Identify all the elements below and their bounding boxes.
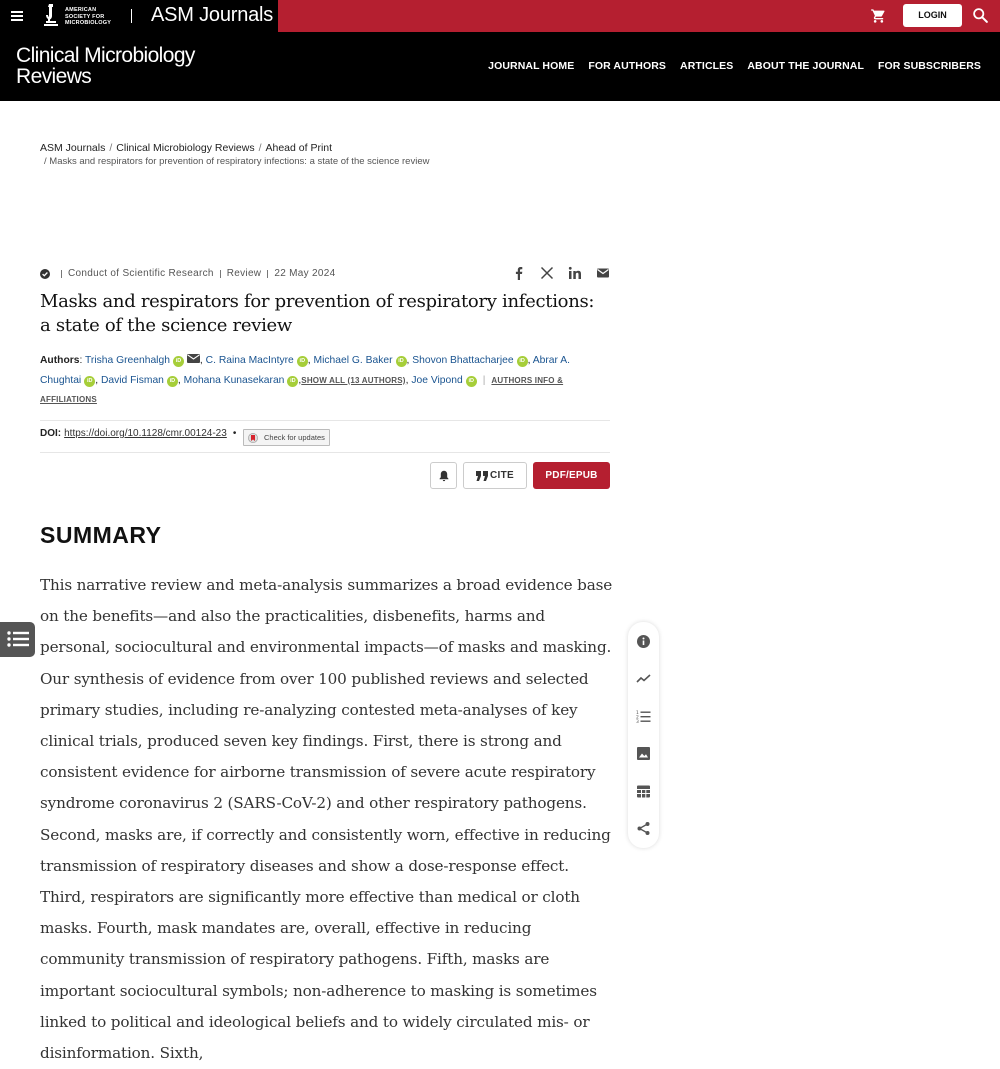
orcid-icon[interactable]: iD: [297, 356, 308, 367]
info-icon[interactable]: [636, 634, 651, 649]
meta-divider: [220, 270, 221, 278]
orcid-icon[interactable]: iD: [173, 356, 184, 367]
breadcrumb-current: / Masks and respirators for prevention of respiratory infections: a state of the science review: [44, 156, 430, 167]
article-title: Masks and respirators for prevention of respiratory infections: a state of the science review: [40, 291, 595, 336]
publication-date: 22 May 2024: [274, 268, 336, 279]
authors-label: Authors: [40, 355, 80, 366]
article-meta: [40, 268, 610, 282]
pdf-epub-button[interactable]: PDF/EPUB: [533, 462, 610, 489]
linkedin-icon[interactable]: [568, 266, 582, 280]
tables-icon[interactable]: [636, 784, 651, 799]
doi-separator: •: [232, 428, 237, 439]
svg-text:2: 2: [636, 715, 639, 721]
summary-heading: SUMMARY: [40, 522, 162, 548]
authors-divider: |: [482, 374, 486, 386]
svg-text:3: 3: [636, 720, 639, 725]
nav-for-subscribers[interactable]: FOR SUBSCRIBERS: [877, 60, 981, 72]
table-of-contents-button[interactable]: [0, 622, 35, 657]
show-all-authors-link[interactable]: SHOW ALL (13 AUTHORS): [301, 375, 406, 385]
journal-header: [0, 32, 1000, 101]
list-icon: [7, 631, 29, 647]
author-link[interactable]: Shovon Bhattacharjee: [412, 355, 514, 366]
breadcrumb-separator: /: [258, 142, 262, 154]
article-type: Review: [226, 268, 262, 279]
share-icons: [512, 266, 610, 280]
doi-link[interactable]: https://doi.org/10.1128/cmr.00124-23: [64, 428, 227, 439]
figures-icon[interactable]: [636, 746, 651, 761]
author-link[interactable]: Abrar A. Chughtai: [40, 355, 570, 386]
meta-divider: [61, 270, 62, 278]
top-bar: [0, 0, 1000, 32]
breadcrumb-asm-journals[interactable]: ASM Journals: [40, 142, 106, 154]
orcid-icon[interactable]: iD: [84, 376, 95, 387]
authors-list: Authors: Trisha Greenhalgh iD , C. Raina MacIntyre iD , Michael G. Baker iD , Shovon Bhattacharjee iD , Abrar A. Chughtai iD , David Fisman iD , Mohana Kunasekaran iD ,SHOW ALL (13 AUTHORS), Joe Vipond iD | AUTHORS INFO & AFFILIATIONS: [40, 355, 570, 404]
quote-icon: [476, 471, 488, 481]
orcid-icon[interactable]: iD: [287, 376, 298, 387]
orcid-icon[interactable]: iD: [517, 356, 528, 367]
email-icon[interactable]: [596, 266, 610, 280]
doi-label: DOI:: [40, 428, 62, 439]
asm-logo[interactable]: [42, 2, 122, 30]
alert-button[interactable]: [430, 462, 457, 489]
login-button[interactable]: LOGIN: [903, 4, 962, 27]
svg-text:1: 1: [636, 711, 639, 716]
author-link[interactable]: Trisha Greenhalgh: [85, 355, 170, 366]
doi-row: [40, 428, 610, 442]
share-icon[interactable]: [636, 821, 651, 836]
breadcrumb-separator: /: [44, 156, 50, 167]
asm-brand-area: [0, 0, 278, 32]
journal-nav: [488, 60, 981, 72]
check-circle-icon: [40, 269, 50, 279]
orcid-icon[interactable]: iD: [167, 376, 178, 387]
journal-title[interactable]: Clinical Microbiology Reviews: [16, 44, 195, 88]
check-for-updates-button[interactable]: Check for updates: [243, 429, 330, 446]
nav-about-the-journal[interactable]: ABOUT THE JOURNAL: [747, 60, 864, 72]
author-link[interactable]: David Fisman: [100, 374, 164, 386]
meta-divider: [267, 270, 268, 278]
asm-journals-link[interactable]: ASM Journals: [151, 4, 274, 26]
breadcrumb-separator: /: [109, 142, 113, 154]
microscope-logo-icon: [42, 2, 60, 30]
crossmark-icon: [248, 433, 258, 443]
article-tools-panel: [628, 622, 659, 848]
divider: [40, 452, 610, 453]
breadcrumb-ahead-of-print[interactable]: Ahead of Print: [265, 142, 333, 154]
email-author-icon[interactable]: [187, 354, 200, 363]
breadcrumb-journal[interactable]: Clinical Microbiology Reviews: [116, 142, 255, 154]
society-name: AMERICAN SOCIETY FOR MICROBIOLOGY: [65, 7, 112, 26]
orcid-icon[interactable]: iD: [466, 376, 477, 387]
author-link[interactable]: Joe Vipond: [411, 374, 463, 386]
search-icon[interactable]: [972, 7, 989, 24]
article-section[interactable]: Conduct of Scientific Research: [68, 268, 214, 279]
author-link[interactable]: Mohana Kunasekaran: [183, 374, 285, 386]
nav-journal-home[interactable]: JOURNAL HOME: [488, 60, 575, 72]
nav-articles[interactable]: ARTICLES: [680, 60, 734, 72]
breadcrumb: [40, 141, 600, 169]
nav-for-authors[interactable]: FOR AUTHORS: [588, 60, 667, 72]
x-icon[interactable]: [540, 266, 554, 280]
references-icon[interactable]: [636, 709, 651, 724]
author-link[interactable]: C. Raina MacIntyre: [205, 355, 294, 366]
summary-text: This narrative review and meta-analysis summarizes a broad evidence base on the benefits—and also the practicalities, disbenefits, harms and personal, sociocultural and environmental impacts—of masks and masking. Our synthesis of evidence from over 100 published reviews and selected primary studies, including re-analyzing contested meta-analyses of key clinical trials, produced seven key findings. First, there is strong and consistent evidence for airborne transmission of severe acute respiratory syndrome coronavirus 2 (SARS-CoV-2) and other respiratory pathogens. Second, masks are, if correctly and consistently worn, effective in reducing transmission of respiratory diseases and show a dose-response effect. Third, respirators are significantly more effective than medical or cloth masks. Fourth, mask mandates are, overall, effective in reducing community transmission of respiratory pathogens. Fifth, masks are important sociocultural symbols; non-adherence to masking is sometimes linked to political and ideological beliefs and to widely circulated mis- or disinformation. Sixth,: [40, 576, 613, 1063]
metrics-icon[interactable]: [636, 671, 651, 686]
cite-button[interactable]: CITE: [463, 462, 527, 489]
orcid-icon[interactable]: iD: [396, 356, 407, 367]
cart-icon[interactable]: [870, 8, 887, 24]
meta-items: [55, 268, 335, 279]
menu-icon[interactable]: [11, 11, 23, 21]
bell-icon: [439, 470, 449, 482]
facebook-icon[interactable]: [512, 266, 526, 280]
authors-info-link[interactable]: AUTHORS INFO & AFFILIATIONS: [40, 375, 564, 404]
divider: [40, 420, 610, 421]
author-link[interactable]: Michael G. Baker: [313, 355, 393, 366]
logo-divider: [131, 9, 132, 23]
